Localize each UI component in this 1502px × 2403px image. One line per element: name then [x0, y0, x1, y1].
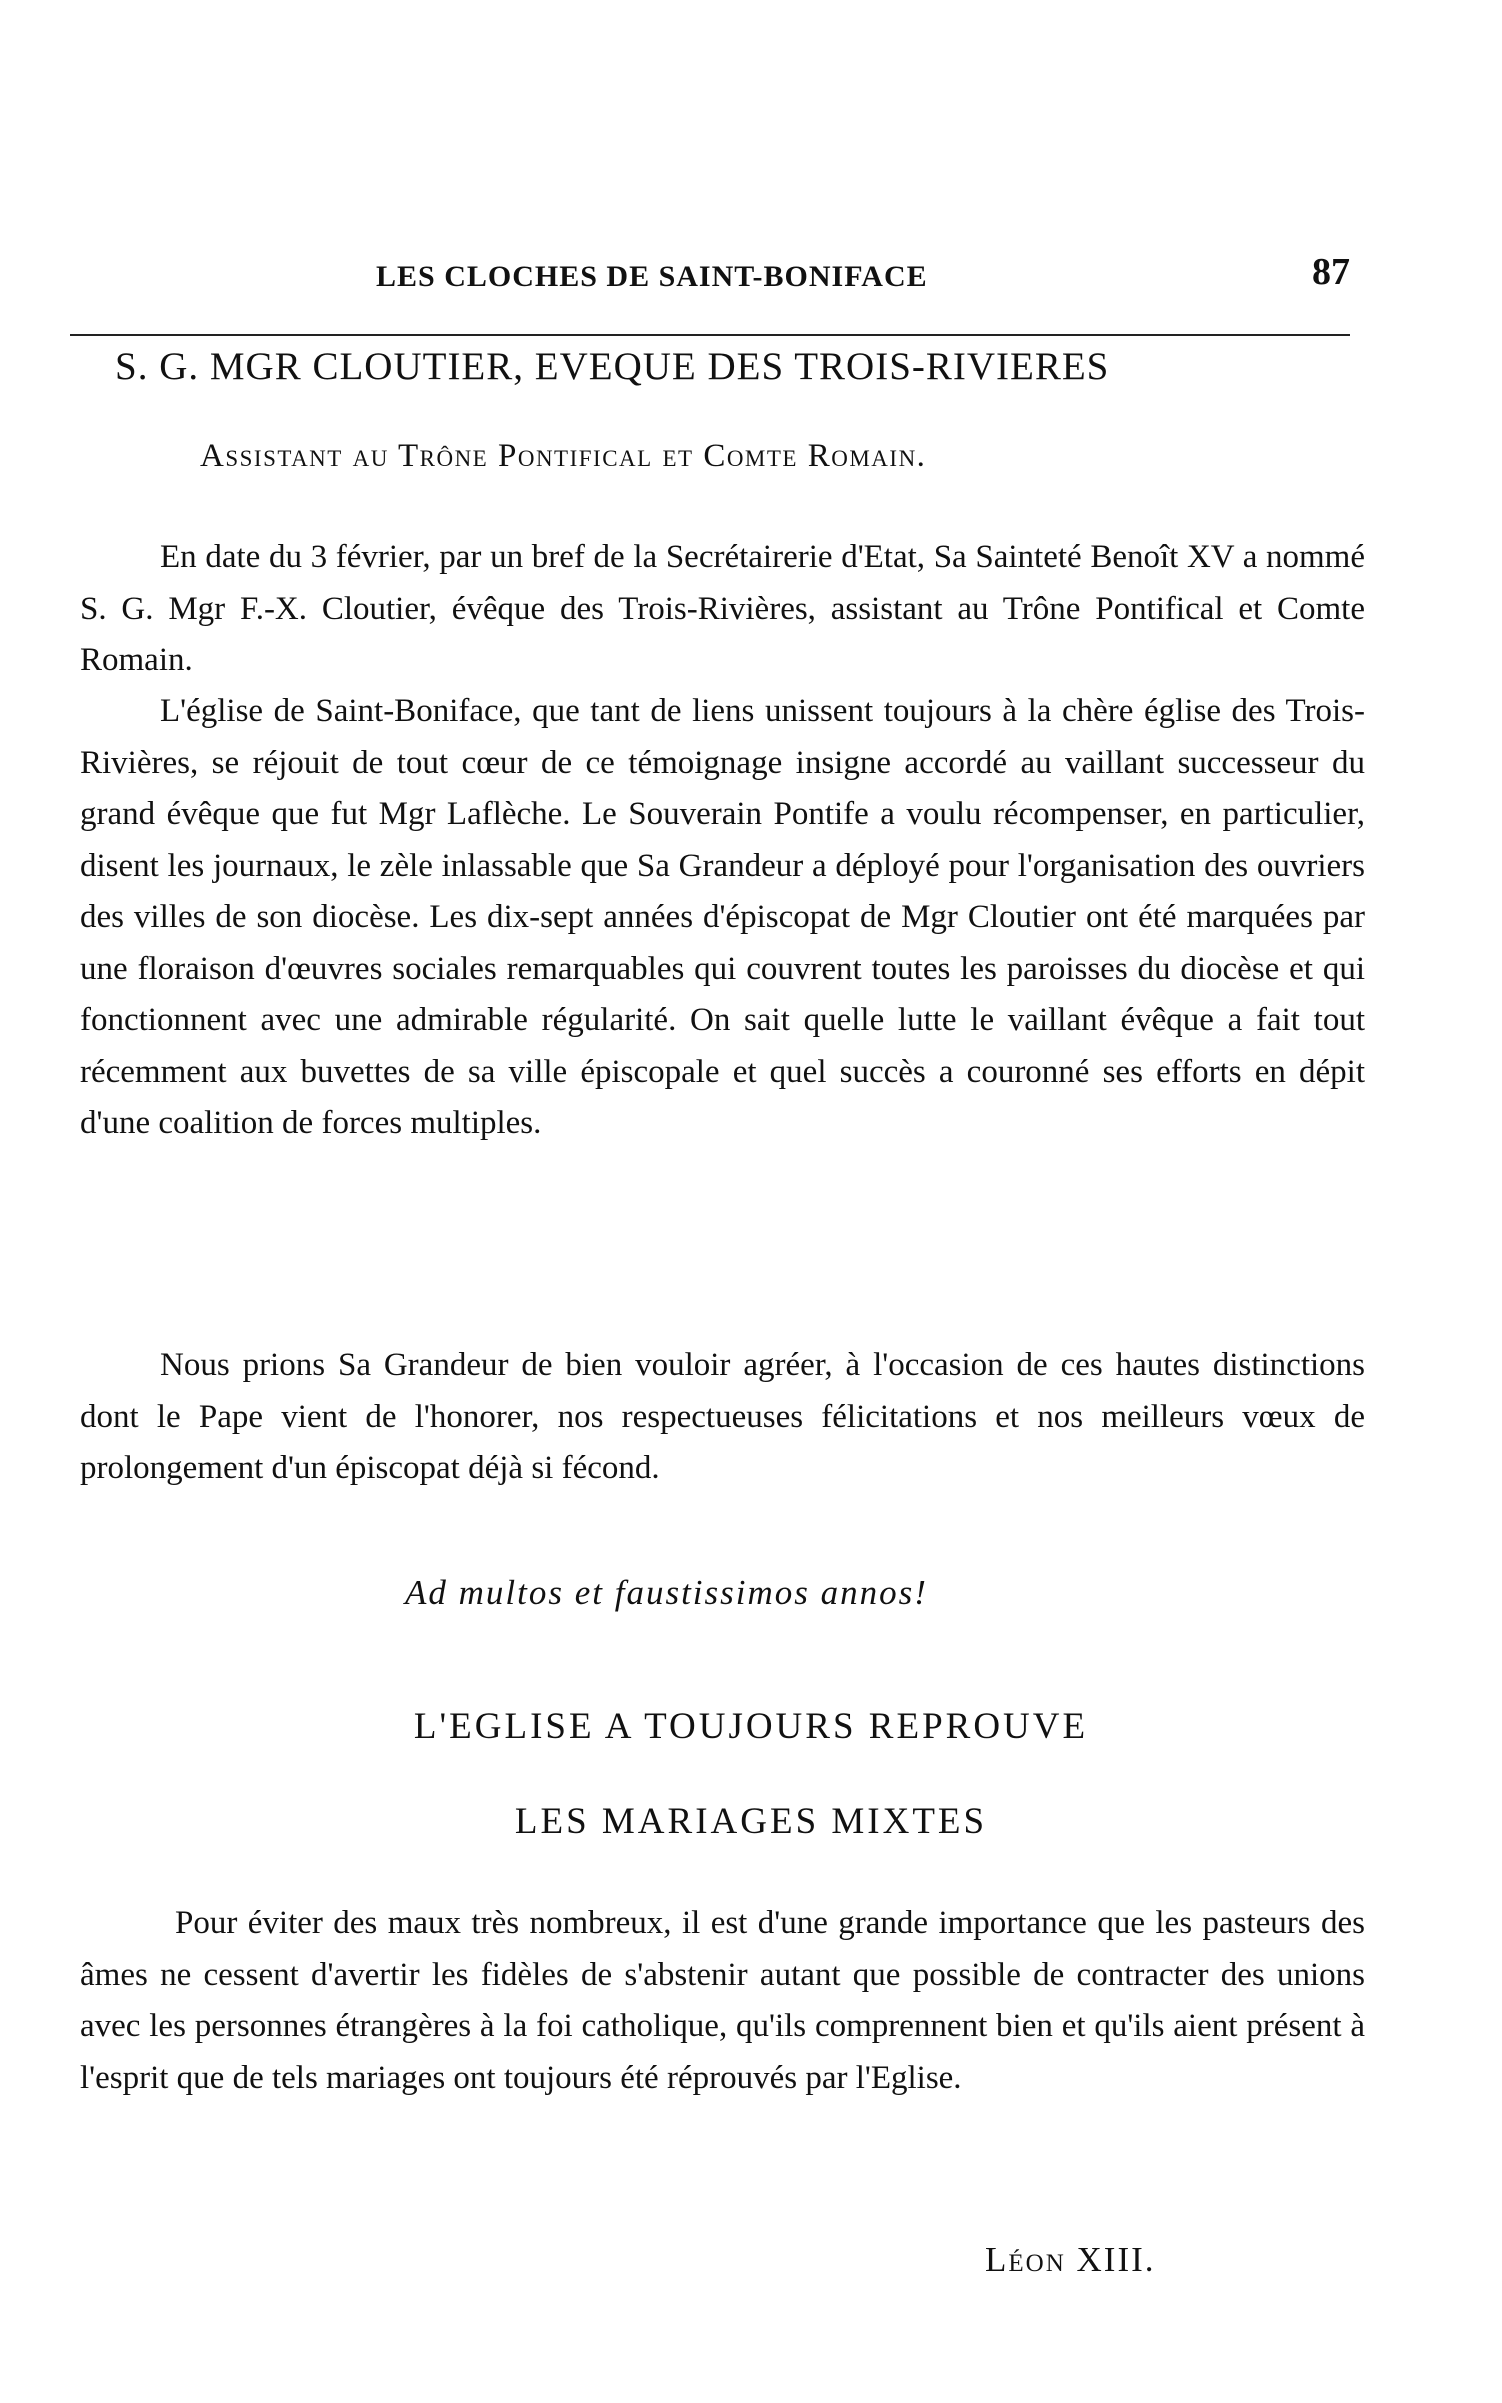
running-head — [70, 252, 1360, 312]
article-title-line-1: L'EGLISE A TOUJOURS REPROUVE — [413, 1706, 1089, 1747]
paragraph-tribute: L'église de Saint-Boniface, que tant de liens unissent toujours à la chère église des Trois-Rivières, se réjouit de tout cœur de ce témoignage insigne accordé au vaillant successeur du grand évêque que fut Mgr Laflèche. Le Souverain Pontife a voulu récompenser, en particulier, disent les journaux, le zèle inlassable que Sa Grandeur a déployé pour l'organisation des ouvriers des villes de son diocèse. Les dix-sept années d'épiscopat de Mgr Cloutier ont été marquées par une floraison d'œuvres sociales remarquables qui couvrent toutes les paroisses du diocèse et qui fonctionnent avec une admirable régularité. On sait quelle lutte le vaillant évêque a fait tout récemment aux buvettes de sa ville épiscopale et quel succès a couronné ses efforts en dépit d'une coalition de forces multiples. — [80, 693, 1365, 1141]
section-title: S. G. MGR CLOUTIER, EVEQUE DES TROIS-RIVIERES — [115, 345, 1110, 388]
closing-latin-wish: Ad multos et faustissimos annos! — [405, 1573, 928, 1612]
page-number: 87 — [1312, 251, 1350, 293]
section-subtitle: Assistant au Trône Pontifical et Comte Romain. — [200, 438, 927, 474]
header-rule — [70, 334, 1350, 336]
paragraph-congratulations: Nous prions Sa Grandeur de bien vouloir agréer, à l'occasion de ces hautes distinctions dont le Pape vient de l'honorer, nos respectueuses félicitations et nos meilleurs vœux de prolongement d'un épiscopat déjà si fécond. — [80, 1347, 1365, 1486]
paragraph-mixed-marriages: Pour éviter des maux très nombreux, il est d'une grande importance que les pasteurs des âmes ne cessent d'avertir les fidèles de s'abstenir autant que possible de contracter des unions avec les personnes étrangères à la foi catholique, qu'ils comprennent bien et qu'ils aient présent à l'esprit que de tels mariages ont toujours été réprouvés par l'Eglise. — [80, 1905, 1365, 2096]
signature: Léon XIII. — [985, 2240, 1156, 2279]
article-title-line-2: LES MARIAGES MIXTES — [514, 1801, 988, 1842]
paragraph-announcement: En date du 3 février, par un bref de la Secrétairerie d'Etat, Sa Sainteté Benoît XV a nommé S. G. Mgr F.-X. Cloutier, évêque des Trois-Rivières, assistant au Trône Pontifical et Comte Romain. — [80, 539, 1365, 678]
running-title: LES CLOCHES DE SAINT-BONIFACE — [376, 260, 928, 293]
